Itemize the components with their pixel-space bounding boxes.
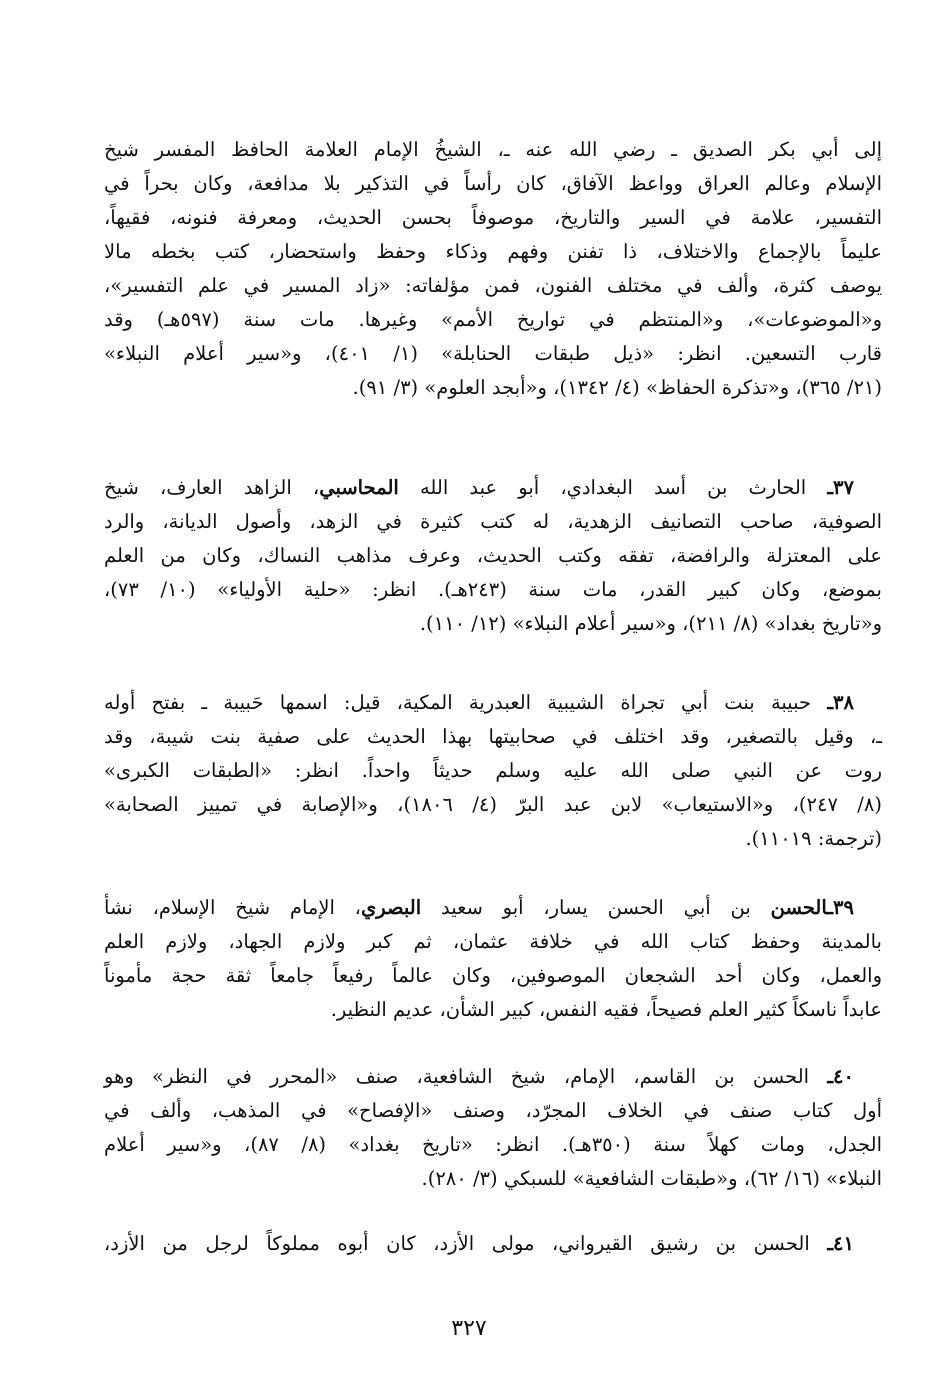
entry-number: ٤٠ـ [827,1065,854,1088]
text-line: عليماً بالإجماع والاختلاف، ذا تفنن وفهم وذكاء وحفظ واستحضار، كتب بخطه مالا [104,240,882,263]
text: الحارث بن أسد البغدادي، أبو عبد الله [398,476,828,499]
text-line: ـ، وقيل بالتصغير، وقد اختلف في صحابيتها بهذا الحديث على صفية بنت شيبة، وقد [104,725,882,748]
text-line: يوصف كثرة، وألف في مختلف الفنون، فمن مؤلفاته: «زاد المسير في علم التفسير»، [104,274,882,297]
text-line: النبلاء» (١٦/ ٦٢)، و«طبقات الشافعية» للسبكي (٣/ ٢٨٠). [421,1167,882,1190]
text-line: بموضع، وكان كبير القدر، مات سنة (٢٤٣هـ). انظر: «حلية الأولياء» (١٠/ ٧٣)، [104,578,882,601]
text-line: قارب التسعين. انظر: «ذيل طبقات الحنابلة» (١/ ٤٠١)، و«سير أعلام النبلاء» [104,342,882,365]
text-line: (٢١/ ٣٦٥)، و«تذكرة الحفاظ» (٤/ ١٣٤٢)، و«أبجد العلوم» (٣/ ٩١). [352,376,882,399]
text: حبيبة بنت أبي تجراة الشيبية العبدرية المكية، قيل: اسمها حَبيبة ـ بفتح أوله [104,691,828,714]
entry-39 [104,891,882,1027]
text-line: و«تاريخ بغداد» (٨/ ٢١١)، و«سير أعلام النبلاء» (١٢/ ١١٠). [419,612,882,635]
entry-number: ٣٨ـ [827,691,854,714]
text-line: التفسير، علامة في السير والتاريخ، موصوفاً بحسن الحديث، ومعرفة فنونه، فقيهاً، [104,206,882,229]
text-line: روت عن النبي صلى الله عليه وسلم حديثاً واحداً. انظر: «الطبقات الكبرى» [104,759,882,782]
text-line: الإسلام وعالم العراق وواعظ الآفاق، كان رأساً في التذكير بلا مدافعة، وكان بحراً في [104,172,882,195]
text-line: (ترجمة: ١١٠١٩). [745,827,882,850]
entry-38 [104,686,882,856]
entry-37 [104,471,882,641]
text: بن أبي الحسن يسار، أبو سعيد [421,896,771,919]
text: الحسن بن القاسم، الإمام، شيخ الشافعية، صنف «المحرر في النظر» وهو [104,1065,828,1088]
text-line: الصوفية، صاحب التصانيف الزهدية، له كتب كثيرة في الزهد، وأصول الديانة، والرد [104,510,882,533]
text: ، الإمام شيخ الإسلام، نشأ [104,896,361,919]
text-line [104,686,882,720]
entry-number: ٤١ـ [827,1232,854,1255]
text-line [104,891,882,925]
text-line [104,1060,882,1094]
text-line: إلى أبي بكر الصديق ـ رضي الله عنه ـ، الشيخُ الإمام العلامة الحافظ المفسر شيخ [104,138,882,161]
bold-name: البصري [360,896,422,919]
text-line [104,471,882,505]
text-line: على المعتزلة والرافضة، تفقه وكتب الحديث، وعرف مذاهب النساك، وكان من العلم [104,544,882,567]
text-line: عابداً ناسكاً كثير العلم فصيحاً، فقيه النفس، كبير الشأن، عديم النظير. [330,998,882,1021]
paragraph-continuation [104,133,882,405]
text-line: و«الموضوعات»، و«المنتظم في تواريخ الأمم» وغيرها. مات سنة (٥٩٧هـ) وقد [104,308,883,331]
entry-41 [104,1227,882,1261]
text-line [104,1227,882,1261]
text: ، الزاهد العارف، شيخ [104,476,320,499]
text-line: (٨/ ٢٤٧)، و«الاستيعاب» لابن عبد البرّ (٤/ ١٨٠٦)، و«الإصابة في تمييز الصحابة» [104,793,882,816]
entry-number: ٣٧ـ [827,476,854,499]
bold-name: المحاسبي [319,476,399,499]
text-line: بالمدينة وحفظ كتاب الله في خلافة عثمان، ثم كبر ولازم الجهاد، ولازم العلم [104,930,882,953]
text: الحسن بن رشيق القيرواني، مولى الأزد، كان أبوه مملوكاً لرجل من الأزد، [104,1232,828,1255]
text-line: والعمل، وكان أحد الشجعان الموصوفين، وكان عالماً رفيعاً جامعاً ثقة حجة مأموناً [104,964,882,987]
text-line: أول كتاب صنف في الخلاف المجرّد، وصنف «الإفصاح» في المذهب، وألف في [104,1099,882,1122]
entry-number: ٣٩ـ [827,896,854,919]
bold-name: الحسن [770,896,828,919]
page-number: ٣٢٧ [451,1316,487,1341]
entry-40 [104,1060,882,1196]
text-line: الجدل، ومات كهلاً سنة (٣٥٠هـ). انظر: «تاريخ بغداد» (٨/ ٨٧)، و«سير أعلام [104,1133,882,1156]
